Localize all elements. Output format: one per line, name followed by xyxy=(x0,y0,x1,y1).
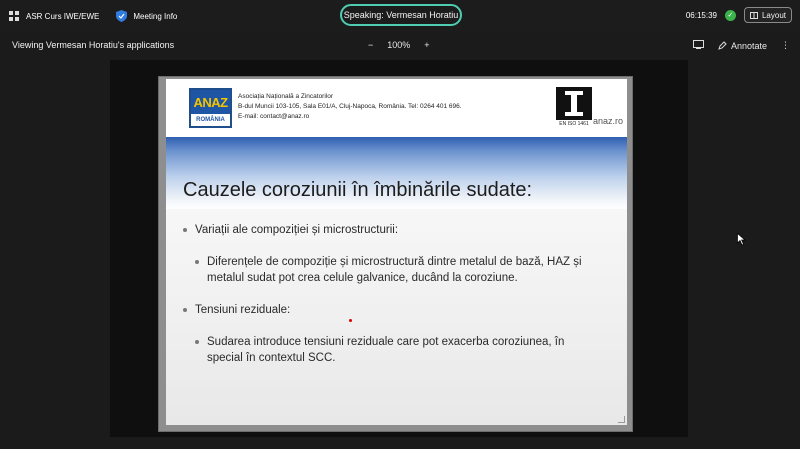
pen-icon xyxy=(718,41,727,50)
share-bar xyxy=(0,32,800,60)
logo-text-top: ANAZ xyxy=(191,90,230,114)
bullet-text: metalul sudat pot crea celule galvanice, ducând la coroziune. xyxy=(207,272,518,284)
meeting-name: ASR Curs IWE/EWE xyxy=(26,11,100,21)
site-url: anaz.ro xyxy=(593,116,624,126)
layout-icon xyxy=(750,12,758,19)
annotate-label: Annotate xyxy=(730,40,767,51)
bullet-text: Diferențele de compoziție și microstructură dintre metalul de bază, HAZ și xyxy=(207,256,582,268)
association-email: E-mail: contact@anaz.ro xyxy=(238,113,310,120)
zoom-out-button[interactable]: − xyxy=(368,40,374,50)
more-options-icon[interactable]: ⋮ xyxy=(781,40,790,50)
resize-grip[interactable] xyxy=(618,416,625,423)
bullet-dot-icon xyxy=(195,340,199,344)
laser-pointer-dot xyxy=(349,319,352,322)
presentation-slide xyxy=(158,76,633,432)
remote-control-icon[interactable] xyxy=(693,40,704,51)
speaking-indicator xyxy=(340,4,462,26)
shield-info-icon[interactable] xyxy=(115,10,127,22)
bullet-text: Tensiuni reziduale: xyxy=(195,304,291,316)
layout-label: Layout xyxy=(761,10,786,20)
bullet-dot-icon xyxy=(183,308,187,312)
meeting-timer: 06:15:39 xyxy=(685,10,717,20)
bullet-text: special în contextul SCC. xyxy=(207,352,336,364)
anaz-logo xyxy=(189,88,232,128)
slide-canvas xyxy=(166,79,627,425)
bullet-dot-icon xyxy=(195,260,199,264)
association-name: Asociația Națională a Zincatorilor xyxy=(238,93,334,100)
zoom-controls xyxy=(368,40,430,50)
association-address: B-dul Muncii 103-105, Sala E01/A, Cluj-Napoca, România. Tel: 0264 401 696. xyxy=(238,103,462,110)
bullet-text: Sudarea introduce tensiuni reziduale care pot exacerba coroziunea, în xyxy=(207,336,565,348)
meeting-info-link[interactable]: Meeting Info xyxy=(133,11,178,21)
iso-label: EN ISO 1461 xyxy=(559,121,589,127)
slide-title: Cauzele coroziunii în îmbinările sudate: xyxy=(183,179,533,201)
zoom-level: 100% xyxy=(387,40,411,50)
bullet-dot-icon xyxy=(183,228,187,232)
viewing-label: Viewing Vermesan Horatiu's applications xyxy=(12,40,175,50)
security-check-icon[interactable]: ✓ xyxy=(725,10,736,21)
annotate-button[interactable] xyxy=(718,41,767,51)
speaking-text: Speaking: Vermesan Horatiu xyxy=(343,10,459,20)
mouse-cursor-icon xyxy=(737,233,746,246)
bullet-text: Variații ale compoziției și microstructurii: xyxy=(195,224,399,236)
zoom-in-button[interactable]: + xyxy=(424,40,430,50)
top-bar xyxy=(0,0,800,32)
logo-text-bottom: ROMÂNIA xyxy=(196,117,225,123)
layout-button[interactable] xyxy=(744,7,792,23)
association-info xyxy=(238,92,462,122)
grid-icon[interactable] xyxy=(8,10,20,22)
iso-logo xyxy=(556,87,592,129)
